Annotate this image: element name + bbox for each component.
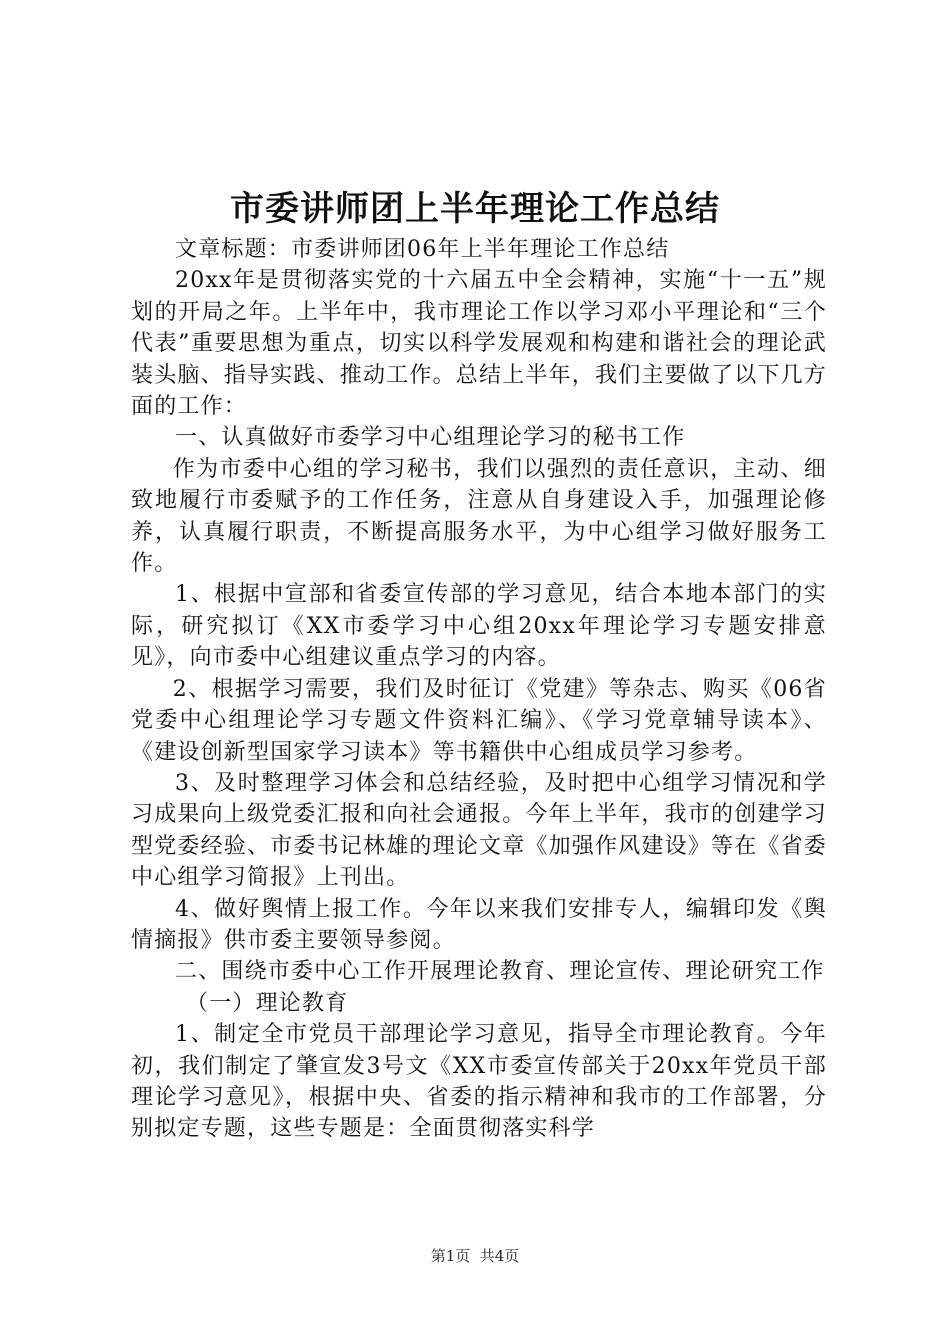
document-title: 市委讲师团上半年理论工作总结 bbox=[230, 189, 720, 229]
page-number-label: 第1页 共4页 bbox=[430, 1247, 520, 1265]
list-item-4: 4、做好舆情上报工作。今年以来我们安排专人，编辑印发《舆情摘报》供市委主要领导参阅。 bbox=[131, 896, 827, 953]
subsection-paragraph: 1、制定全市党员干部理论学习意见，指导全市理论教育。今年初，我们制定了肇宣发3号文《XX市委宣传部关于20xx年党员干部理论学习意见》，根据中央、省委的指示精神和我市的工作部署，分别拟定专题，这些专题是：全面贯彻落实科学 bbox=[131, 1022, 827, 1142]
section-heading-1: 一、认真做好市委学习中心组理论学习的秘书工作 bbox=[175, 425, 686, 451]
page-footer bbox=[0, 1246, 950, 1266]
section-heading-2: 二、围绕市委中心工作开展理论教育、理论宣传、理论研究工作 bbox=[175, 959, 825, 985]
article-title-line: 文章标题：市委讲师团06年上半年理论工作总结 bbox=[175, 237, 670, 262]
list-item-1: 1、根据中宣部和省委宣传部的学习意见，结合本地本部门的实际，研究拟订《XX市委学习中心组20xx年理论学习专题安排意见》，向市委中心组建议重点学习的内容。 bbox=[131, 582, 827, 671]
subsection-heading: （一）理论教育 bbox=[186, 990, 349, 1016]
document-body bbox=[131, 234, 827, 1145]
intro-paragraph: 20xx年是贯彻落实党的十六届五中全会精神，实施“十一五”规划的开局之年。上半年中，我市理论工作以学习邓小平理论和“三个代表”重要思想为重点，切实以科学发展观和构建和谐社会的理论武装头脑、指导实践、推动工作。总结上半年，我们主要做了以下几方面的工作： bbox=[131, 268, 828, 420]
list-item-3: 3、及时整理学习体会和总结经验，及时把中心组学习情况和学习成果向上级党委汇报和向社会通报。今年上半年，我市的创建学习型党委经验、市委书记林雄的理论文章《加强作风建设》等在《省委中心组学习简报》上刊出。 bbox=[131, 770, 828, 891]
list-item-2: 2、根据学习需要，我们及时征订《党建》等杂志、购买《06省党委中心组理论学习专题文件资料汇编》、《学习党章辅导读本》、《建设创新型国家学习读本》等书籍供中心组成员学习参考。 bbox=[131, 676, 827, 765]
section-1-paragraph: 作为市委中心组的学习秘书，我们以强烈的责任意识，主动、细致地履行市委赋予的工作任务，注意从自身建设入手，加强理论修养，认真履行职责，不断提高服务水平，为中心组学习做好服务工作。 bbox=[131, 456, 827, 577]
